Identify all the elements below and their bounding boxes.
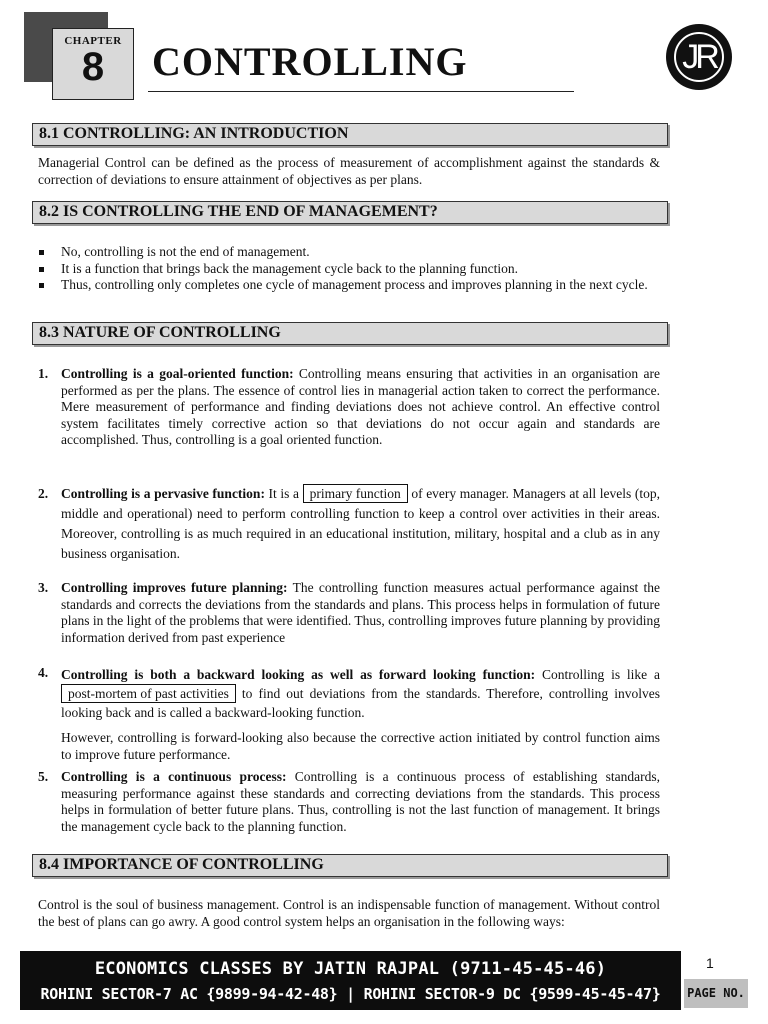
jr-logo-icon xyxy=(666,24,732,90)
item-body xyxy=(61,580,660,646)
list-item-text: No, controlling is not the end of management. xyxy=(61,244,310,259)
item-title: Controlling improves future planning: xyxy=(61,580,288,595)
bullet-square-icon xyxy=(39,267,44,272)
bullet-square-icon xyxy=(39,250,44,255)
item-body xyxy=(61,665,660,722)
item-title: Controlling is a goal-oriented function: xyxy=(61,366,294,381)
footer-line-2: ROHINI SECTOR-7 AC {9899-94-42-48} | ROHINI SECTOR-9 DC {9599-45-45-47} xyxy=(40,985,661,1003)
list-item xyxy=(38,277,660,294)
nature-item-goal-oriented xyxy=(38,366,660,449)
item-text: Controlling means ensuring that activities in an organisation are performed as per the plans. The essence of control lies in managerial action taken to correct the performance. Mere measurement of performance and finding deviations does not achieve control. An effective control system facilitates timely corrective action so that deviations do not occur again and standards are accomplished. Thus, controlling is a goal oriented function. xyxy=(61,366,660,447)
list-item xyxy=(38,261,660,278)
footer-banner xyxy=(20,951,681,1010)
boxed-term: primary function xyxy=(303,484,408,503)
item-body-continued: However, controlling is forward-looking also because the corrective action initiated by control function aims to improve future performance. xyxy=(61,730,660,762)
list-item-text: It is a function that brings back the management cycle back to the planning function. xyxy=(61,260,518,276)
page-label: PAGE NO. xyxy=(684,979,748,1008)
end-of-management-list xyxy=(38,244,660,294)
nature-item-pervasive xyxy=(38,484,660,564)
section-heading-importance: 8.4 IMPORTANCE OF CONTROLLING xyxy=(32,854,668,877)
item-title: Controlling is a pervasive function: xyxy=(61,486,265,501)
nature-item-backward-forward xyxy=(38,665,660,763)
section-heading-end-of-management: 8.2 IS CONTROLLING THE END OF MANAGEMENT? xyxy=(32,201,668,224)
bullet-square-icon xyxy=(39,283,44,288)
intro-paragraph: Managerial Control can be defined as the process of measurement of accomplishment against the standards & correction of deviations to ensure attainment of objectives as per plans. xyxy=(38,155,660,187)
page-number: 1 xyxy=(706,955,714,971)
nature-item-continuous xyxy=(38,769,660,835)
item-number: 3. xyxy=(38,580,49,595)
title-underline xyxy=(148,91,574,92)
chapter-number: 8 xyxy=(81,45,105,89)
item-text: Controlling is a continuous process of establishing standards, measuring performance against these standards and correcting deviations from the standards. This process helps in formulation of better future plans. Thus, controlling is not the last function of management. It brings the management cycle back to the planning function. xyxy=(61,769,660,834)
item-text: to find out deviations from the standards. Therefore, controlling involves looking back and is called a backward-looking function. xyxy=(61,686,660,720)
item-title: Controlling is a continuous process: xyxy=(61,769,287,784)
importance-paragraph: Control is the soul of business management. Control is an indispensable function of management. Without control the best of plans can go awry. A good control system helps an organisation in the following ways: xyxy=(38,897,660,929)
item-number: 2. xyxy=(38,486,49,501)
boxed-term: post-mortem of past activities xyxy=(61,684,236,703)
nature-item-future-planning xyxy=(38,580,660,646)
item-text-pre: Controlling is like a xyxy=(535,667,661,682)
item-body xyxy=(61,769,660,835)
logo-text: JR xyxy=(682,38,716,76)
footer-line-1: ECONOMICS CLASSES BY JATIN RAJPAL (9711-45-45-46) xyxy=(94,959,607,979)
section-heading-nature: 8.3 NATURE OF CONTROLLING xyxy=(32,322,668,345)
item-number: 4. xyxy=(38,665,49,680)
list-item xyxy=(38,244,660,261)
item-text: of every manager. Managers at all levels (top, middle and operational) need to perform controlling function to keep a control over activities in their areas. Moreover, controlling is as much required in an educational institution, military, hospital and a club as in any business organisation. xyxy=(61,486,660,561)
item-body xyxy=(61,366,660,449)
chapter-badge xyxy=(52,28,134,100)
list-item-text: Thus, controlling only completes one cycle of management process and improves planning in the next cycle. xyxy=(61,277,648,292)
item-number: 1. xyxy=(38,366,49,381)
item-title: Controlling is both a backward looking as well as forward looking function: xyxy=(61,667,536,682)
item-body xyxy=(61,484,660,564)
item-text: The controlling function measures actual performance against the standards and corrects the deviations from the standards and plans. This process helps in formulation of future plans in the light of the problems that were identified. Thus, controlling improves future planning by providing information derived from past experience xyxy=(61,580,660,645)
item-number: 5. xyxy=(38,769,49,784)
chapter-label: CHAPTER xyxy=(64,35,122,47)
chapter-title: CONTROLLING xyxy=(152,39,468,84)
item-text-pre: It is a xyxy=(264,486,303,501)
section-heading-introduction: 8.1 CONTROLLING: AN INTRODUCTION xyxy=(32,123,668,146)
